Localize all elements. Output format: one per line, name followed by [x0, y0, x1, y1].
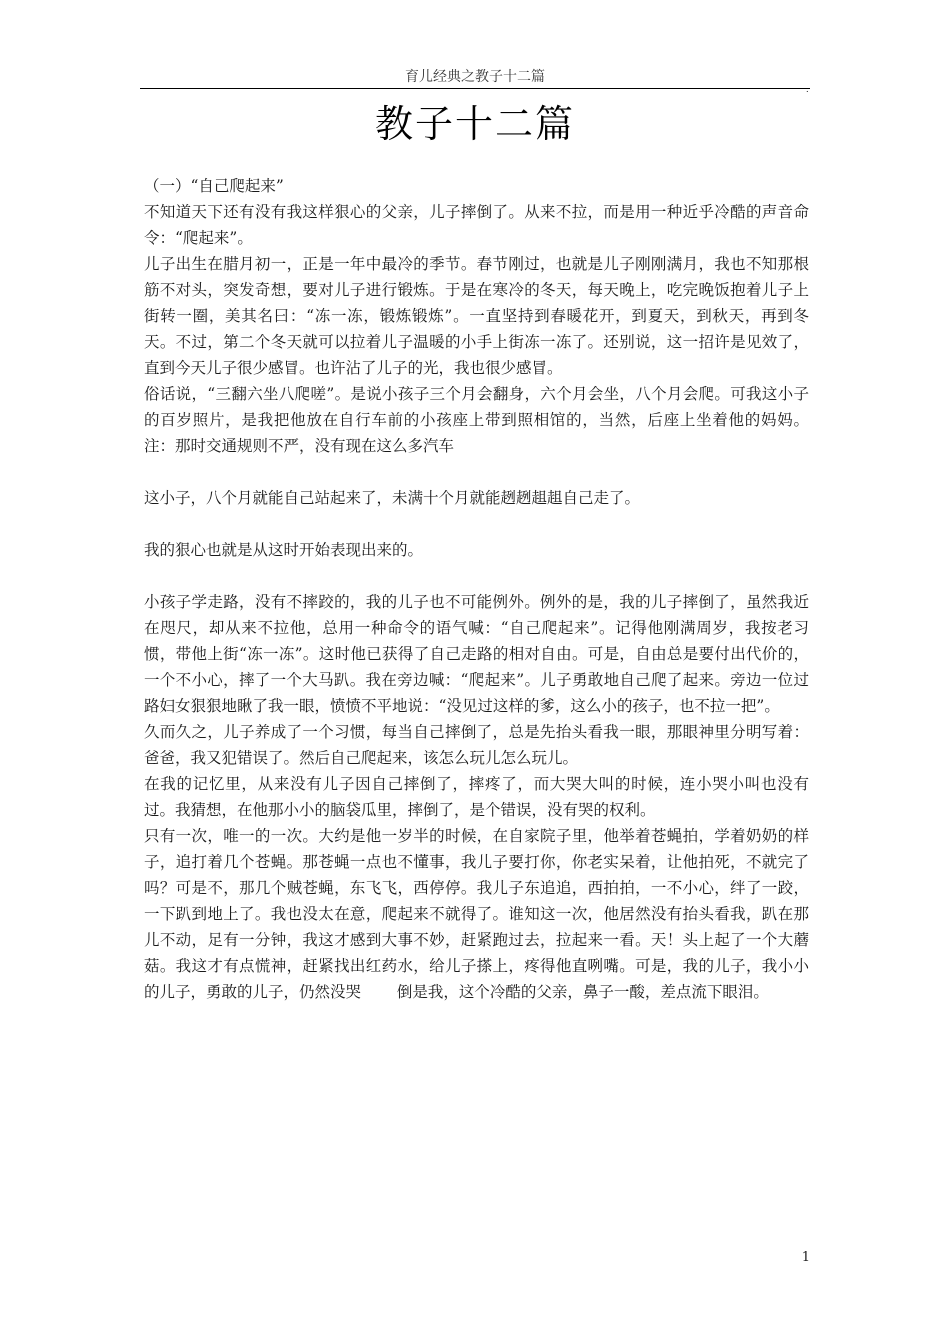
paragraph: 在我的记忆里，从来没有儿子因自己摔倒了，摔疼了，而大哭大叫的时候，连小哭小叫也没有过。我猜想，在他那小小的脑袋瓜里，摔倒了，是个错误，没有哭的权利。 — [144, 775, 809, 819]
blank-line — [144, 459, 809, 485]
paragraph: 小孩子学走路，没有不摔跤的，我的儿子也不可能例外。例外的是，我的儿子摔倒了，虽然我近在咫尺，却从来不拉他，总用一种命令的语气喊：“自己爬起来”。记得他刚满周岁，我按老习惯，带他上街“冻一冻”。这时他已获得了自己走路的相对自由。可是，自由总是要付出代价的，一个不小心，摔了一个大马趴。我在旁边喊：“爬起来”。儿子勇敢地自己爬了起来。旁边一位过路妇女狠狠地瞅了我一眼，愤愤不平地说：“没见过这样的爹，这么小的孩子，也不拉一把”。 — [144, 593, 809, 715]
running-header-title: 育儿经典之教子十二篇 — [405, 69, 545, 85]
blank-line — [144, 511, 809, 537]
page-number: 1 — [801, 1250, 810, 1265]
paragraph: 只有一次，唯一的一次。大约是他一岁半的时候，在自家院子里，他举着苍蝇拍，学着奶奶的样子，追打着几个苍蝇。那苍蝇一点也不懂事，我儿子要打你，你老实呆着，让他拍死，不就完了吗？可是不，那几个贼苍蝇，东飞飞，西停停。我儿子东追追，西拍拍，一不小心，绊了一跤，一下趴到地上了。我也没太在意，爬起来不就得了。谁知这一次，他居然没有抬头看我，趴在那儿不动，足有一分钟，我这才感到大事不妙，赶紧跑过去，拉起来一看。天！头上起了一个大蘑菇。我这才有点慌神，赶紧找出红药水，给儿子搽上，疼得他直咧嘴。可是，我的儿子，我小小的儿子，勇敢的儿子，仍然没哭 倒是我，这个冷酷的父亲，鼻子一酸，差点流下眼泪。 — [144, 827, 809, 1001]
paragraph: 我的狠心也就是从这时开始表现出来的。 — [144, 541, 424, 559]
header-rule — [140, 88, 810, 89]
blank-line — [144, 563, 809, 589]
paragraph: 这小子，八个月就能自己站起来了，未满十个月就能趔趔趄趄自己走了。 — [144, 489, 641, 507]
paragraph: 不知道天下还有没有我这样狠心的父亲，儿子摔倒了。从来不拉，而是用一种近乎冷酷的声音命令：“爬起来”。 — [144, 203, 809, 247]
paragraph: 俗话说，“三翻六坐八爬嗟”。是说小孩子三个月会翻身，六个月会坐，八个月会爬。可我这小子的百岁照片，是我把他放在自行车前的小孩座上带到照相馆的，当然，后座上坐着他的妈妈。 注：那时交通规则不严，没有现在这么多汽车 — [144, 385, 809, 455]
header-tick-mark: . — [806, 85, 809, 94]
document-body — [144, 173, 809, 1005]
paragraph: 久而久之，儿子养成了一个习惯，每当自己摔倒了，总是先抬头看我一眼，那眼神里分明写着：爸爸，我又犯错误了。然后自己爬起来，该怎么玩儿怎么玩儿。 — [144, 723, 809, 767]
page-title: 教子十二篇 — [374, 102, 575, 146]
paragraph: 儿子出生在腊月初一，正是一年中最冷的季节。春节刚过，也就是儿子刚刚满月，我也不知那根筋不对头，突发奇想，要对儿子进行锻炼。于是在寒冷的冬天，每天晚上，吃完晚饭抱着儿子上街转一圈，美其名曰：“冻一冻，锻炼锻炼”。一直坚持到春暖花开，到夏天，到秋天，再到冬天。不过，第二个冬天就可以拉着儿子温暖的小手上街冻一冻了。还别说，这一招许是见效了，直到今天儿子很少感冒。也许沾了儿子的光，我也很少感冒。 — [144, 255, 809, 377]
section-heading: （一）“自己爬起来” — [144, 177, 284, 195]
